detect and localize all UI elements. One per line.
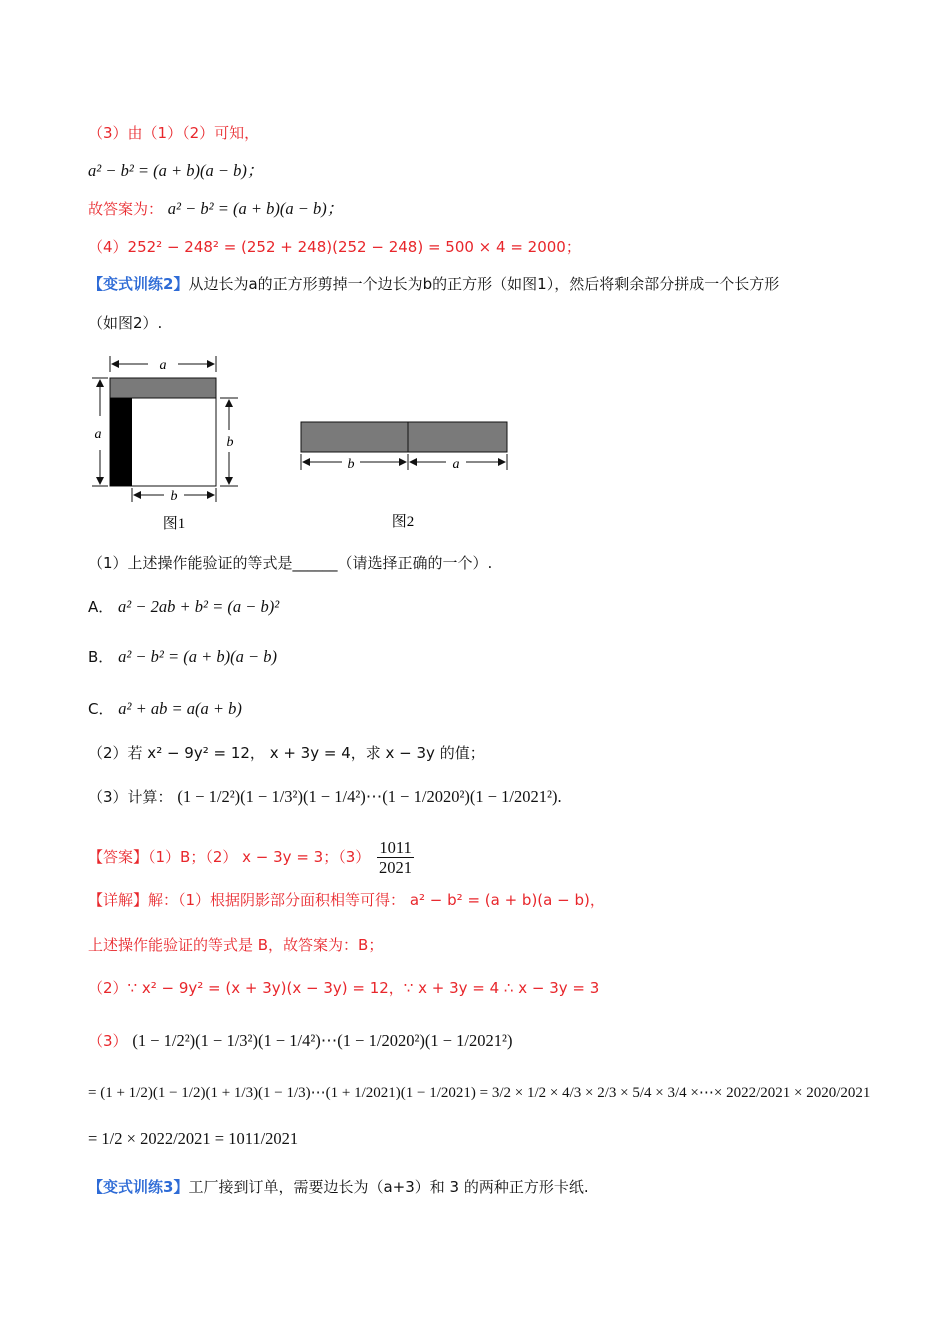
answer-fraction	[377, 838, 414, 877]
question-3-expression: (1 − 1/2²)(1 − 1/3²)(1 − 1/4²)⋯(1 − 1/2020²)(1 − 1/2021²).	[177, 787, 562, 806]
fig2-label-b: b	[347, 457, 355, 472]
option-c-equation: a² + ab = a(a + b)	[118, 699, 242, 718]
detail-line-2: 上述操作能验证的等式是 B，故答案为：B；	[88, 936, 384, 954]
question-3-label: （3）计算：	[88, 788, 173, 806]
exercise2-tag: 【变式训练2】	[88, 275, 189, 293]
fig1-caption: 图1	[162, 516, 186, 532]
answer-text: （1）B；（2） x − 3y = 3；（3）	[148, 848, 371, 866]
detail-line-4	[88, 1030, 512, 1052]
option-b-equation: a² − b² = (a + b)(a − b)	[118, 647, 277, 666]
figure-2	[296, 414, 512, 534]
part3-equation: a² − b² = (a + b)(a − b)；	[88, 161, 264, 180]
detail-line-1	[88, 889, 605, 911]
fig2-label-a: a	[452, 457, 460, 472]
option-b-label: B．	[88, 648, 114, 666]
exercise2-text: 从边长为a的正方形剪掉一个边长为b的正方形（如图1），然后将剩余部分拼成一个长方形	[188, 275, 780, 293]
detail-text-1: 解：（1）根据阴影部分面积相等可得： a² − b² = (a + b)(a − b)，	[148, 891, 605, 909]
part4-line: （4）252² − 248² = (252 + 248)(252 − 248) = 500 × 4 = 2000；	[88, 238, 581, 256]
fig1-shaded-left	[110, 398, 132, 486]
question-2: （2）若 x² − 9y² = 12， x + 3y = 4，求 x − 3y 的值；	[88, 744, 485, 762]
exercise3-tag: 【变式训练3】	[88, 1178, 189, 1196]
question-1: （1）上述操作能验证的等式是______（请选择正确的一个）.	[88, 554, 493, 572]
part3-answer	[88, 198, 343, 220]
fig1-label-b-bottom: b	[170, 489, 178, 504]
answer-fraction-numerator: 1011	[377, 838, 414, 858]
option-c-label: C．	[88, 700, 114, 718]
answer-fraction-denominator: 2021	[379, 858, 413, 877]
option-a-equation: a² − 2ab + b² = (a − b)²	[118, 597, 280, 616]
answer-equation: a² − b² = (a + b)(a − b)；	[167, 199, 344, 218]
exercise2-statement-cont: （如图2）.	[88, 314, 163, 332]
option-a	[88, 596, 279, 618]
option-a-label: A．	[88, 598, 114, 616]
fig1-shaded-top	[110, 378, 216, 398]
detail-line-6: = 1/2 × 2022/2021 = 1011/2021	[88, 1129, 299, 1148]
fig1-label-a-left: a	[94, 427, 102, 442]
detail-line-5: = (1 + 1/2)(1 − 1/2)(1 + 1/3)(1 − 1/3)⋯(1 + 1/2021)(1 − 1/2021) = 3/2 × 1/2 × 4/3 × 2/3 × 5/4 × 3/4 ×⋯× 2022/2021 × 2020/2021	[88, 1085, 871, 1101]
detail-tag: 【详解】	[88, 891, 149, 909]
answer-line	[88, 838, 416, 877]
fig1-label-a-top: a	[159, 358, 167, 373]
question-3	[88, 786, 562, 808]
fig2-rectangle	[301, 422, 507, 452]
detail-line-4-label: （3）	[88, 1032, 128, 1050]
part3-heading: （3）由（1）（2）可知，	[88, 124, 260, 142]
detail-line-3: （2）∵ x² − 9y² = (x + 3y)(x − 3y) = 12，∵ x + 3y = 4 ∴ x − 3y = 3	[88, 979, 600, 997]
fig1-label-b-right: b	[226, 435, 234, 450]
answer-tag: 【答案】	[88, 848, 149, 866]
figure-1	[88, 352, 248, 534]
detail-line-4-expression: (1 − 1/2²)(1 − 1/3²)(1 − 1/4²)⋯(1 − 1/2020²)(1 − 1/2021²)	[132, 1031, 513, 1050]
fig2-caption: 图2	[391, 514, 415, 530]
exercise3-statement	[88, 1176, 589, 1198]
exercise2-statement	[88, 273, 779, 295]
option-c	[88, 698, 242, 720]
option-b	[88, 646, 277, 668]
answer-label: 故答案为：	[88, 200, 164, 218]
exercise3-text: 工厂接到订单，需要边长为（a+3）和 3 的两种正方形卡纸.	[188, 1178, 589, 1196]
